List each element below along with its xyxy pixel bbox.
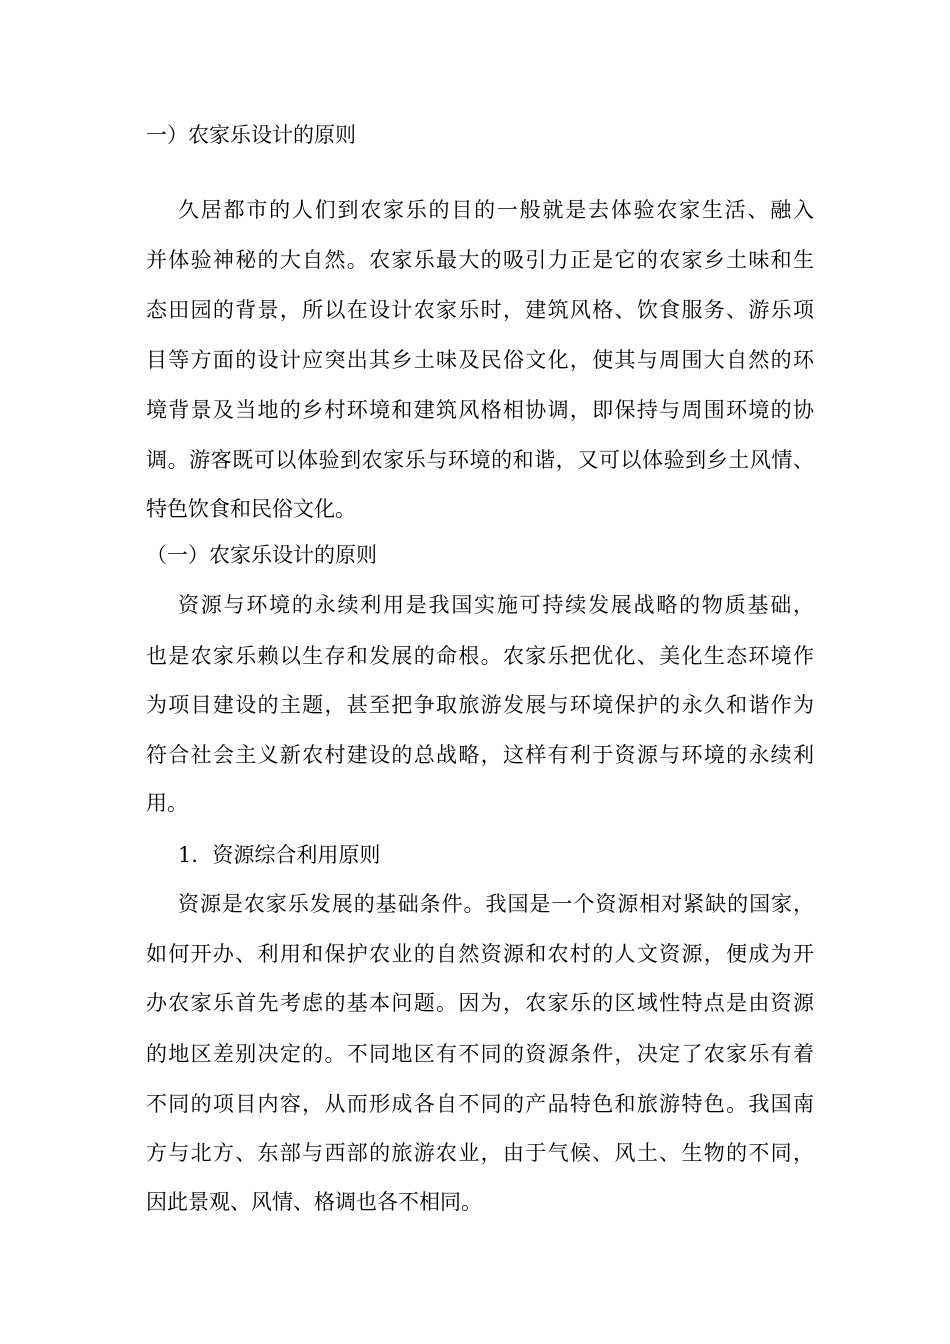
paragraph-line: 的地区差别决定的。不同地区有不同的资源条件，决定了农家乐有着 [146,1042,814,1066]
paragraph-line: 不同的项目内容，从而形成各自不同的产品特色和旅游特色。我国南 [146,1092,814,1116]
paragraph-line: 久居都市的人们到农家乐的目的一般就是去体验农家生活、融入 [178,198,814,222]
paragraph-line: 资源与环境的永续利用是我国实施可持续发展战略的物质基础， [178,593,814,617]
paragraph-line: 境背景及当地的乡村环境和建筑风格相协调，即保持与周围环境的协 [146,398,814,422]
section-heading-2: （一）农家乐设计的原则 [146,543,377,567]
paragraph-line: 也是农家乐赖以生存和发展的命根。农家乐把优化、美化生态环境作 [146,644,814,668]
paragraph-line: 因此景观、风情、格调也各不相同。 [146,1190,482,1214]
paragraph-line: 调。游客既可以体验到农家乐与环境的和谐，又可以体验到乡土风情、 [146,448,814,472]
paragraph-line: 办农家乐首先考虑的基本问题。因为，农家乐的区域性特点是由资源 [146,991,814,1015]
paragraph-line: 态田园的背景，所以在设计农家乐时，建筑风格、饮食服务、游乐项 [146,298,814,322]
paragraph-line: 符合社会主义新农村建设的总战略，这样有利于资源与环境的永续利 [146,743,814,767]
paragraph-line: 为项目建设的主题，甚至把争取旅游发展与环境保护的永久和谐作为 [146,693,814,717]
paragraph-line: 如何开办、利用和保护农业的自然资源和农村的人文资源，便成为开 [146,942,814,966]
paragraph-line: 资源是农家乐发展的基础条件。我国是一个资源相对紧缺的国家， [178,892,814,916]
paragraph-line: 方与北方、东部与西部的旅游农业，由于气候、风土、生物的不同， [146,1141,814,1165]
section-heading-1: 一）农家乐设计的原则 [146,123,356,147]
paragraph-line: 用。 [146,791,188,815]
paragraph-line: 特色饮食和民俗文化。 [146,497,356,521]
section-heading-3: 1．资源综合利用原则 [178,843,381,867]
paragraph-line: 目等方面的设计应突出其乡土味及民俗文化，使其与周围大自然的环 [146,348,814,372]
paragraph-line: 并体验神秘的大自然。农家乐最大的吸引力正是它的农家乡土味和生 [146,248,814,272]
